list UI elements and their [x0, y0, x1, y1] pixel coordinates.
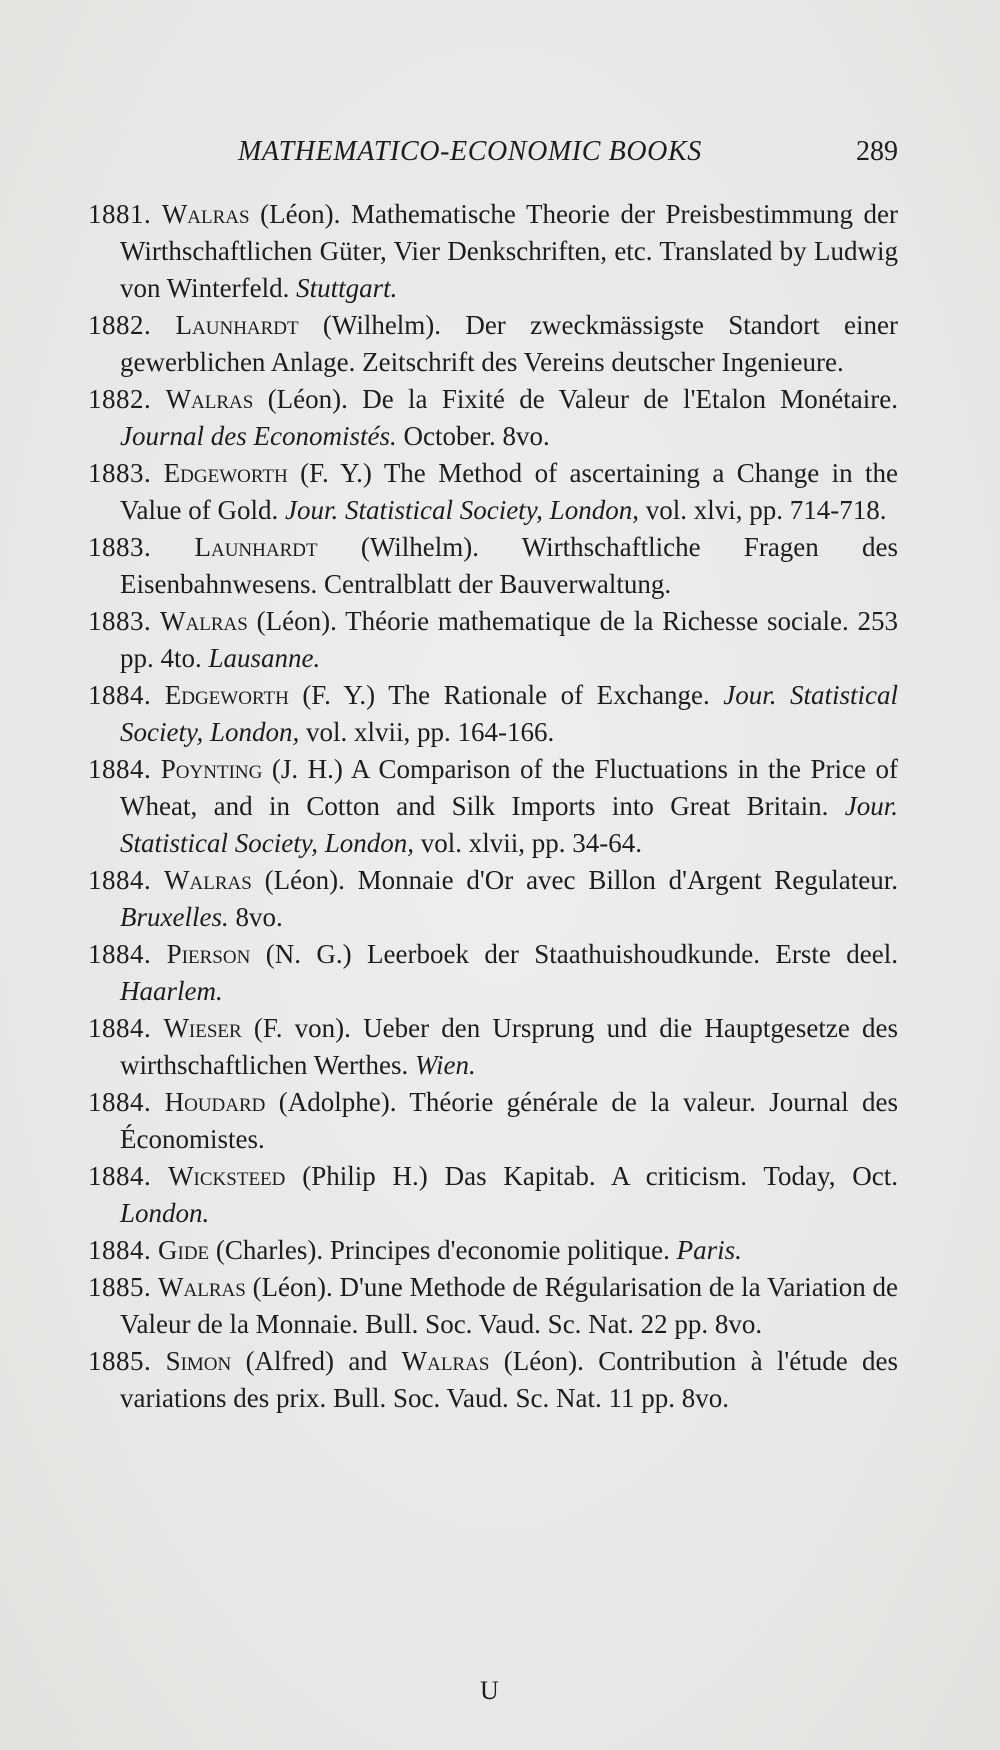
entry-text: Wirthschaftliche Fragen des Eisenbahnwesens. Centralblatt der Bauverwaltung. [120, 532, 899, 599]
entry-journal: Jour. Statistical Society, London, [120, 680, 899, 747]
entry-author: Gide [158, 1235, 210, 1265]
entry-text: Contribution à l'étude des variations des prix. Bull. Soc. Vaud. Sc. Nat. 11 pp. 8vo. [120, 1346, 898, 1413]
bibliography-entry [88, 529, 898, 603]
bibliography-entry [88, 381, 898, 455]
bibliography-entry [88, 1010, 898, 1084]
entry-place: London. [120, 1198, 210, 1228]
bibliography-entry [88, 196, 898, 307]
bibliography-entry [88, 862, 898, 936]
entry-text: Principes d'economie politique. [329, 1235, 670, 1265]
entry-journal: Jour. Statistical Society, London, [284, 495, 639, 525]
bibliography-entry [88, 1343, 898, 1417]
entry-year: 1884. [88, 680, 152, 710]
entry-year: 1884. [88, 1235, 152, 1265]
entry-author-detail: (Léon). [260, 199, 341, 229]
bibliography-entry [88, 455, 898, 529]
entry-year: 1885. [88, 1346, 152, 1376]
entry-text: Monnaie d'Or avec Billon d'Argent Regulateur. [357, 865, 898, 895]
entry-author: Walras [160, 606, 248, 636]
entry-author: Walras [158, 1272, 246, 1302]
entry-text: A Comparison of the Fluctuations in the Price of Wheat, and in Cotton and Silk Imports into Great Britain. [120, 754, 899, 821]
entry-coauthor: Walras [401, 1346, 490, 1376]
bibliography-entry [88, 936, 898, 1010]
entry-author-detail: (Léon). [264, 865, 345, 895]
bibliography-entry [88, 1232, 898, 1269]
entry-text: Das Kapitab. A criticism. Today, Oct. [444, 1161, 899, 1191]
entry-text: Leerboek der Staathuishoudkunde. Erste deel. [367, 939, 899, 969]
entry-author-detail: (F. Y.) [300, 458, 372, 488]
entry-year: 1883. [88, 458, 152, 488]
entry-text: The Rationale of Exchange. [388, 680, 710, 710]
bibliography-entry [88, 307, 898, 381]
entry-author: Wieser [163, 1013, 242, 1043]
entry-author: Edgeworth [164, 680, 289, 710]
entry-place: Lausanne. [208, 643, 321, 673]
entry-year: 1884. [88, 939, 152, 969]
entry-place: Wien. [414, 1050, 476, 1080]
entry-place: Bruxelles. [120, 902, 229, 932]
entry-journal: Jour. Statistical Society, London, [120, 791, 898, 858]
entry-year: 1884. [88, 865, 152, 895]
entry-author: Pierson [166, 939, 251, 969]
entry-year: 1881. [88, 199, 152, 229]
signature-mark: U [480, 1676, 499, 1705]
entry-year: 1884. [88, 1087, 152, 1117]
entry-author-detail: (Adolphe). [278, 1087, 397, 1117]
entry-text: Théorie mathematique de la Richesse sociale. 253 pp. 4to. [120, 606, 898, 673]
entry-text: D'une Methode de Régularisation de la Variation de Valeur de la Monnaie. Bull. Soc. Vaud. Sc. Nat. 22 pp. 8vo. [120, 1272, 899, 1339]
running-title: MATHEMATICO-ECONOMIC BOOKS [238, 136, 702, 167]
entry-year: 1885. [88, 1272, 152, 1302]
entry-author: Walras [164, 865, 252, 895]
entry-author: Walras [161, 199, 250, 229]
entry-author-detail: (Wilhelm). [322, 310, 442, 340]
bibliography-entry [88, 1158, 898, 1232]
entry-author-detail: (Alfred) and [245, 1346, 388, 1376]
entry-author-detail: (Léon). [252, 1272, 333, 1302]
entry-year: 1883. [88, 532, 152, 562]
entry-text: Der zweckmässigste Standort einer gewerblichen Anlage. Zeitschrift des Vereins deutscher Ingenieure. [120, 310, 899, 377]
entry-author: Launhardt [194, 532, 318, 562]
entry-author: Poynting [160, 754, 263, 784]
entry-author-detail: (Léon). [256, 606, 337, 636]
bibliography-entry [88, 751, 898, 862]
entry-year: 1882. [88, 310, 152, 340]
entry-after: vol. xlvi, pp. 714-718. [645, 495, 887, 525]
entry-place: Paris. [676, 1235, 742, 1265]
entry-author: Edgeworth [163, 458, 288, 488]
entry-place: Haarlem. [120, 976, 223, 1006]
bibliography-entry [88, 603, 898, 677]
entry-after: October. 8vo. [403, 421, 550, 451]
entry-author-detail: (Charles). [215, 1235, 324, 1265]
entry-text: Ueber den Ursprung und die Hauptgesetze des wirthschaftlichen Werthes. [120, 1013, 899, 1080]
entry-text: Mathematische Theorie der Preisbestimmung der Wirthschaftlichen Güter, Vier Denkschriften, etc. Translated by Ludwig von Winterfeld. [120, 199, 899, 303]
entry-author: Houdard [164, 1087, 266, 1117]
entry-author: Wicksteed [168, 1161, 286, 1191]
bibliography-list [88, 196, 898, 1417]
entry-author-detail: (Léon). [267, 384, 348, 414]
entry-coauthor-detail: (Léon). [503, 1346, 584, 1376]
entry-place: Stuttgart. [296, 273, 398, 303]
bibliography-entry [88, 1269, 898, 1343]
entry-after: vol. xlvii, pp. 164-166. [305, 717, 555, 747]
entry-author-detail: (F. Y.) [302, 680, 376, 710]
entry-author-detail: (Philip H.) [302, 1161, 428, 1191]
entry-year: 1882. [88, 384, 152, 414]
page-number: 289 [856, 136, 898, 167]
entry-author: Launhardt [175, 310, 299, 340]
entry-text: De la Fixité de Valeur de l'Etalon Monétaire. [362, 384, 898, 414]
entry-author-detail: (J. H.) [271, 754, 343, 784]
entry-after: 8vo. [235, 902, 283, 932]
entry-year: 1883. [88, 606, 152, 636]
bibliography-entry [88, 1084, 898, 1158]
entry-author-detail: (Wilhelm). [360, 532, 479, 562]
entry-author-detail: (N. G.) [265, 939, 352, 969]
entry-year: 1884. [88, 754, 152, 784]
bibliography-entry [88, 677, 898, 751]
entry-text: Théorie générale de la valeur. Journal des Économistes. [120, 1087, 899, 1154]
entry-author: Simon [165, 1346, 232, 1376]
entry-author-detail: (F. von). [253, 1013, 351, 1043]
entry-year: 1884. [88, 1013, 152, 1043]
page-header [0, 136, 1000, 180]
entry-journal: Journal des Economistés. [120, 421, 397, 451]
entry-author: Walras [165, 384, 254, 414]
entry-text: The Method of ascertaining a Change in the Value of Gold. [120, 458, 898, 525]
entry-year: 1884. [88, 1161, 152, 1191]
entry-after: vol. xlvii, pp. 34-64. [420, 828, 642, 858]
